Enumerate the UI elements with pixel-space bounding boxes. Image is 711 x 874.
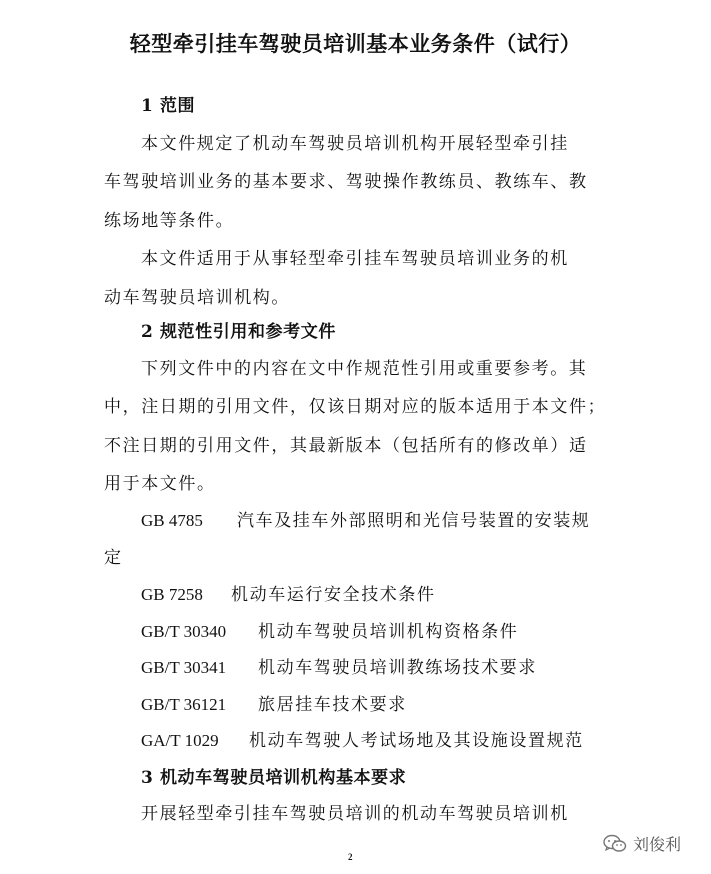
reference-code: GB/T 36121 bbox=[141, 695, 227, 714]
reference-code: GA/T 1029 bbox=[141, 731, 219, 750]
reference-code: GB 7258 bbox=[141, 585, 203, 604]
section-1-paragraph-1-line-3: 练场地等条件。 bbox=[104, 211, 235, 231]
reference-code: GB/T 30341 bbox=[141, 658, 227, 677]
page-number: 2 bbox=[348, 852, 353, 862]
reference-item bbox=[141, 657, 537, 679]
section-2-paragraph-line-4: 用于本文件。 bbox=[104, 474, 216, 494]
reference-continuation: 定 bbox=[104, 548, 123, 568]
section-1-paragraph-2-line-2: 动车驾驶员培训机构。 bbox=[104, 288, 290, 308]
section-3-paragraph-line-1: 开展轻型牵引挂车驾驶员培训的机动车驾驶员培训机 bbox=[141, 804, 569, 824]
reference-item bbox=[141, 694, 407, 716]
wechat-icon bbox=[603, 834, 627, 854]
section-1-paragraph-1-line-2: 车驾驶培训业务的基本要求、驾驶操作教练员、教练车、教 bbox=[104, 172, 588, 192]
watermark bbox=[603, 832, 681, 855]
reference-title: 机动车驾驶人考试场地及其设施设置规范 bbox=[249, 731, 584, 751]
reference-title: 机动车驾驶员培训机构资格条件 bbox=[258, 622, 519, 642]
reference-title: 旅居挂车技术要求 bbox=[258, 695, 407, 715]
reference-item bbox=[141, 621, 518, 643]
section-1-paragraph-2-line-1: 本文件适用于从事轻型牵引挂车驾驶员培训业务的机 bbox=[141, 249, 569, 269]
reference-title: 机动车驾驶员培训教练场技术要求 bbox=[258, 658, 537, 678]
reference-item bbox=[141, 584, 436, 606]
reference-item bbox=[141, 510, 590, 532]
reference-title: 汽车及挂车外部照明和光信号装置的安装规 bbox=[237, 511, 591, 531]
section-2-paragraph-line-1: 下列文件中的内容在文中作规范性引用或重要参考。其 bbox=[141, 359, 588, 379]
section-1-paragraph-1-line-1: 本文件规定了机动车驾驶员培训机构开展轻型牵引挂 bbox=[141, 134, 569, 154]
reference-code: GB/T 30340 bbox=[141, 622, 227, 641]
reference-title: 机动车运行安全技术条件 bbox=[231, 585, 436, 605]
reference-item bbox=[141, 730, 584, 752]
section-2-paragraph-line-2: 中，注日期的引用文件，仅该日期对应的版本适用于本文件； bbox=[104, 397, 607, 417]
section-2-paragraph-line-3: 不注日期的引用文件，其最新版本（包括所有的修改单）适 bbox=[104, 436, 588, 456]
section-3-heading: 3 机动车驾驶员培训机构基本要求 bbox=[141, 768, 407, 788]
section-1-heading: 1 范围 bbox=[141, 96, 196, 116]
reference-code: GB 4785 bbox=[141, 511, 203, 530]
watermark-text: 刘俊利 bbox=[633, 835, 682, 854]
section-2-heading: 2 规范性引用和参考文件 bbox=[141, 322, 336, 342]
document-title: 轻型牵引挂车驾驶员培训基本业务条件（试行） bbox=[129, 31, 582, 56]
